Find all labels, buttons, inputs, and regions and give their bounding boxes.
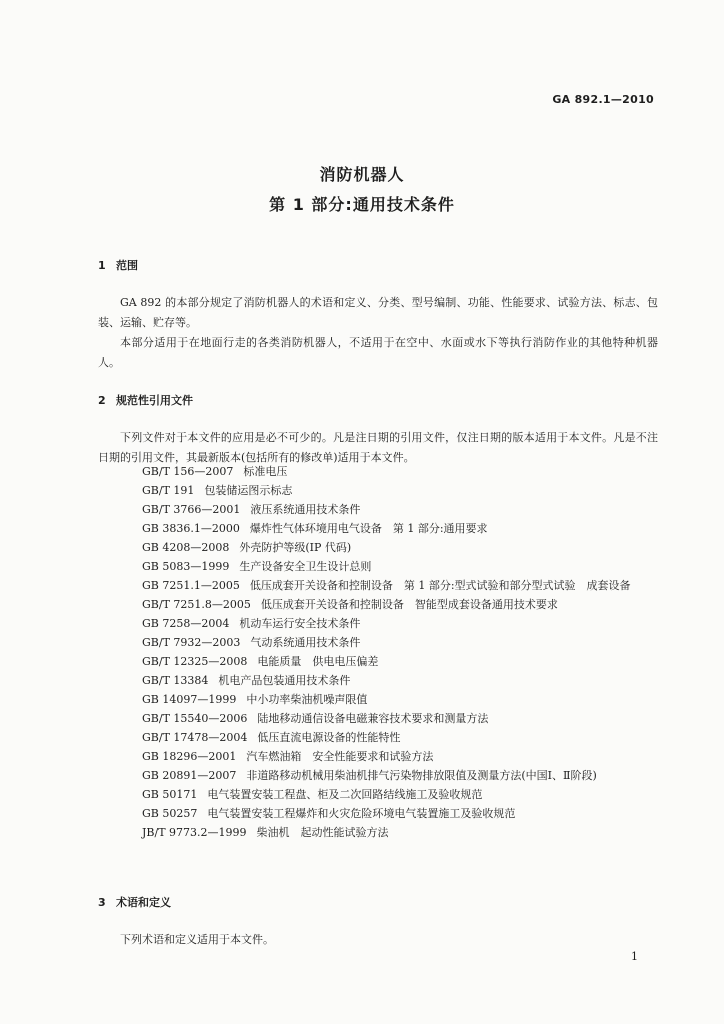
reference-code: GB 7251.1—2005 [142,579,240,592]
reference-title: 柴油机 起动性能试验方法 [256,826,389,839]
reference-item [98,785,658,804]
reference-code: GB/T 15540—2006 [142,712,248,725]
reference-code: GB/T 7251.8—2005 [142,598,251,611]
page-number: 1 [631,950,638,963]
reference-title: 陆地移动通信设备电磁兼容技术要求和测量方法 [257,712,489,725]
reference-code: GB/T 13384 [142,674,209,687]
section-2-paragraph-1: 下列文件对于本文件的应用是必不可少的。凡是注日期的引用文件，仅注日期的版本适用于本文件。凡是不注日期的引用文件，其最新版本(包括所有的修改单)适用于本文件。 [98,431,658,464]
reference-title: 液压系统通用技术条件 [250,503,361,516]
reference-item [98,462,658,481]
reference-code: GB/T 17478—2004 [142,731,248,744]
normative-references-list [98,462,658,842]
reference-title: 机动车运行安全技术条件 [239,617,361,630]
standard-code: GA 892.1—2010 [552,93,654,106]
reference-title: 包装储运图示标志 [204,484,293,497]
reference-title: 电气装置安装工程盘、柜及二次回路结线施工及验收规范 [207,788,483,801]
reference-item [98,709,658,728]
section-3-paragraph-1: 下列术语和定义适用于本文件。 [120,933,274,946]
reference-title: 低压成套开关设备和控制设备 智能型成套设备通用技术要求 [260,598,558,611]
reference-title: 外壳防护等级(IP 代码) [239,541,352,554]
reference-item [98,671,658,690]
reference-item [98,747,658,766]
reference-title: 气动系统通用技术条件 [250,636,361,649]
reference-item [98,576,658,595]
section-title: 范围 [116,259,138,272]
reference-code: JB/T 9773.2—1999 [142,826,247,839]
reference-code: GB/T 156—2007 [142,465,234,478]
section-number: 3 [98,896,106,909]
reference-title: 中小功率柴油机噪声限值 [246,693,368,706]
reference-item [98,690,658,709]
reference-code: GB 7258—2004 [142,617,230,630]
title-line-1: 消防机器人 [319,165,405,184]
reference-code: GB/T 12325—2008 [142,655,248,668]
reference-item [98,481,658,500]
reference-item [98,519,658,538]
reference-code: GB 50171 [142,788,198,801]
reference-item [98,804,658,823]
reference-title: 生产设备安全卫生设计总则 [239,560,372,573]
reference-title: 电能质量 供电电压偏差 [257,655,379,668]
reference-item [98,728,658,747]
section-title: 术语和定义 [116,896,171,909]
reference-title: 爆炸性气体环境用电气设备 第 1 部分:通用要求 [249,522,488,535]
reference-code: GB/T 7932—2003 [142,636,241,649]
reference-code: GB 18296—2001 [142,750,237,763]
reference-code: GB 3836.1—2000 [142,522,240,535]
reference-code: GB 14097—1999 [142,693,237,706]
reference-title: 汽车燃油箱 安全性能要求和试验方法 [246,750,434,763]
reference-title: 电气装置安装工程爆炸和火灾危险环境电气装置施工及验收规范 [207,807,516,820]
reference-title: 低压直流电源设备的性能特性 [257,731,401,744]
document-title [0,160,724,220]
reference-code: GB 5083—1999 [142,560,230,573]
reference-title: 机电产品包装通用技术条件 [218,674,351,687]
reference-item [98,557,658,576]
reference-code: GB 20891—2007 [142,769,237,782]
reference-item [98,652,658,671]
reference-item [98,823,658,842]
reference-item [98,595,658,614]
reference-code: GB 50257 [142,807,198,820]
reference-item [98,538,658,557]
section-1-paragraph-2: 本部分适用于在地面行走的各类消防机器人，不适用于在空中、水面或水下等执行消防作业的其他特种机器人。 [98,336,658,369]
section-2-heading [98,392,193,408]
reference-code: GB/T 3766—2001 [142,503,241,516]
title-line-2: 第 1 部分:通用技术条件 [269,195,455,214]
reference-code: GB 4208—2008 [142,541,230,554]
section-1-paragraph-1: GA 892 的本部分规定了消防机器人的术语和定义、分类、型号编制、功能、性能要求、试验方法、标志、包装、运输、贮存等。 [98,296,658,329]
section-number: 2 [98,394,106,407]
section-1-heading [98,257,138,273]
reference-title: 非道路移动机械用柴油机排气污染物排放限值及测量方法(中国Ⅰ、Ⅱ阶段) [246,769,597,782]
reference-title: 标准电压 [243,465,288,478]
reference-code: GB/T 191 [142,484,195,497]
reference-item [98,500,658,519]
reference-item [98,614,658,633]
section-number: 1 [98,259,106,272]
reference-item [98,766,658,785]
reference-title: 低压成套开关设备和控制设备 第 1 部分:型式试验和部分型式试验 成套设备 [249,579,631,592]
reference-item [98,633,658,652]
section-3-heading [98,894,171,910]
section-title: 规范性引用文件 [116,394,193,407]
